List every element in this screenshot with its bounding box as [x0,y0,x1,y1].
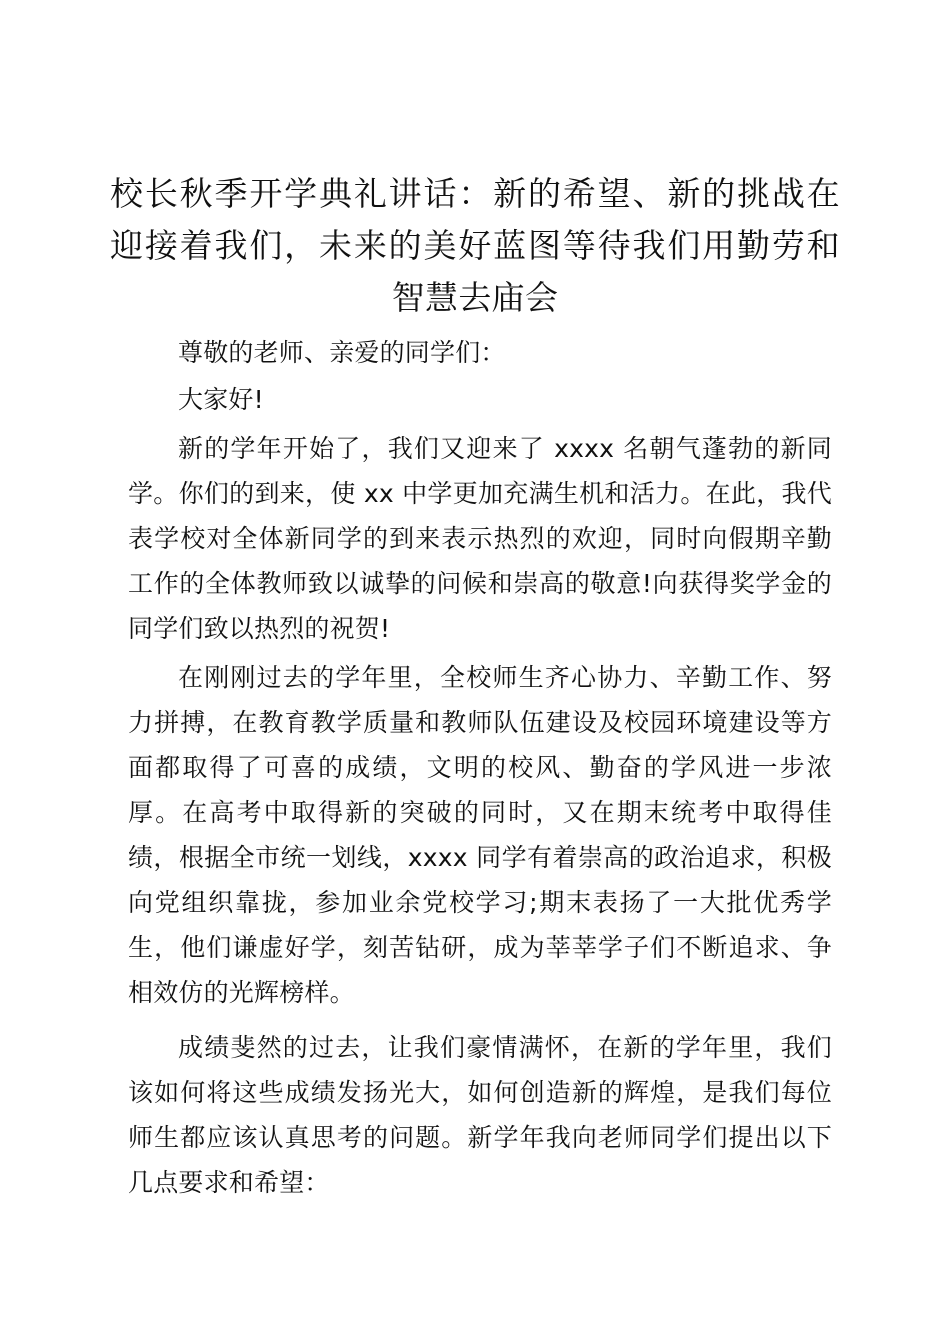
greeting: 大家好! [178,385,264,414]
paragraph-achievements: 在刚刚过去的学年里，全校师生齐心协力、辛勤工作、努力拼搏，在教育教学质量和教师队伍建设及校园环境建设等方面都取得了可喜的成绩，文明的校风、勤奋的学风进一步浓厚。在高考中取得新的突破的同时，又在期末统考中取得佳绩，根据全市统一划线，xxxx 同学有着崇高的政治追求，积极向党组织靠拢，参加业余党校学习;期末表扬了一大批优秀学生，他们谦虚好学，刻苦钻研，成为莘莘学子们不断追求、争相效仿的光辉榜样。 [128,663,832,1007]
paragraph-expectations: 成绩斐然的过去，让我们豪情满怀，在新的学年里，我们该如何将这些成绩发扬光大，如何创造新的辉煌，是我们每位师生都应该认真思考的问题。新学年我向老师同学们提出以下几点要求和希望： [128,1033,832,1197]
document-body [128,330,832,1205]
paragraph-welcome: 新的学年开始了，我们又迎来了 xxxx 名朝气蓬勃的新同学。你们的到来，使 xx 中学更加充满生机和活力。在此，我代表学校对全体新同学的到来表示热烈的欢迎，同时向假期辛勤工作的全体教师致以诚挚的问候和崇高的敬意!向获得奖学金的同学们致以热烈的祝贺! [128,434,832,643]
document-title: 校长秋季开学典礼讲话：新的希望、新的挑战在迎接着我们，未来的美好蓝图等待我们用勤劳和智慧去庙会 [110,174,840,317]
salutation: 尊敬的老师、亲爱的同学们： [178,338,506,367]
